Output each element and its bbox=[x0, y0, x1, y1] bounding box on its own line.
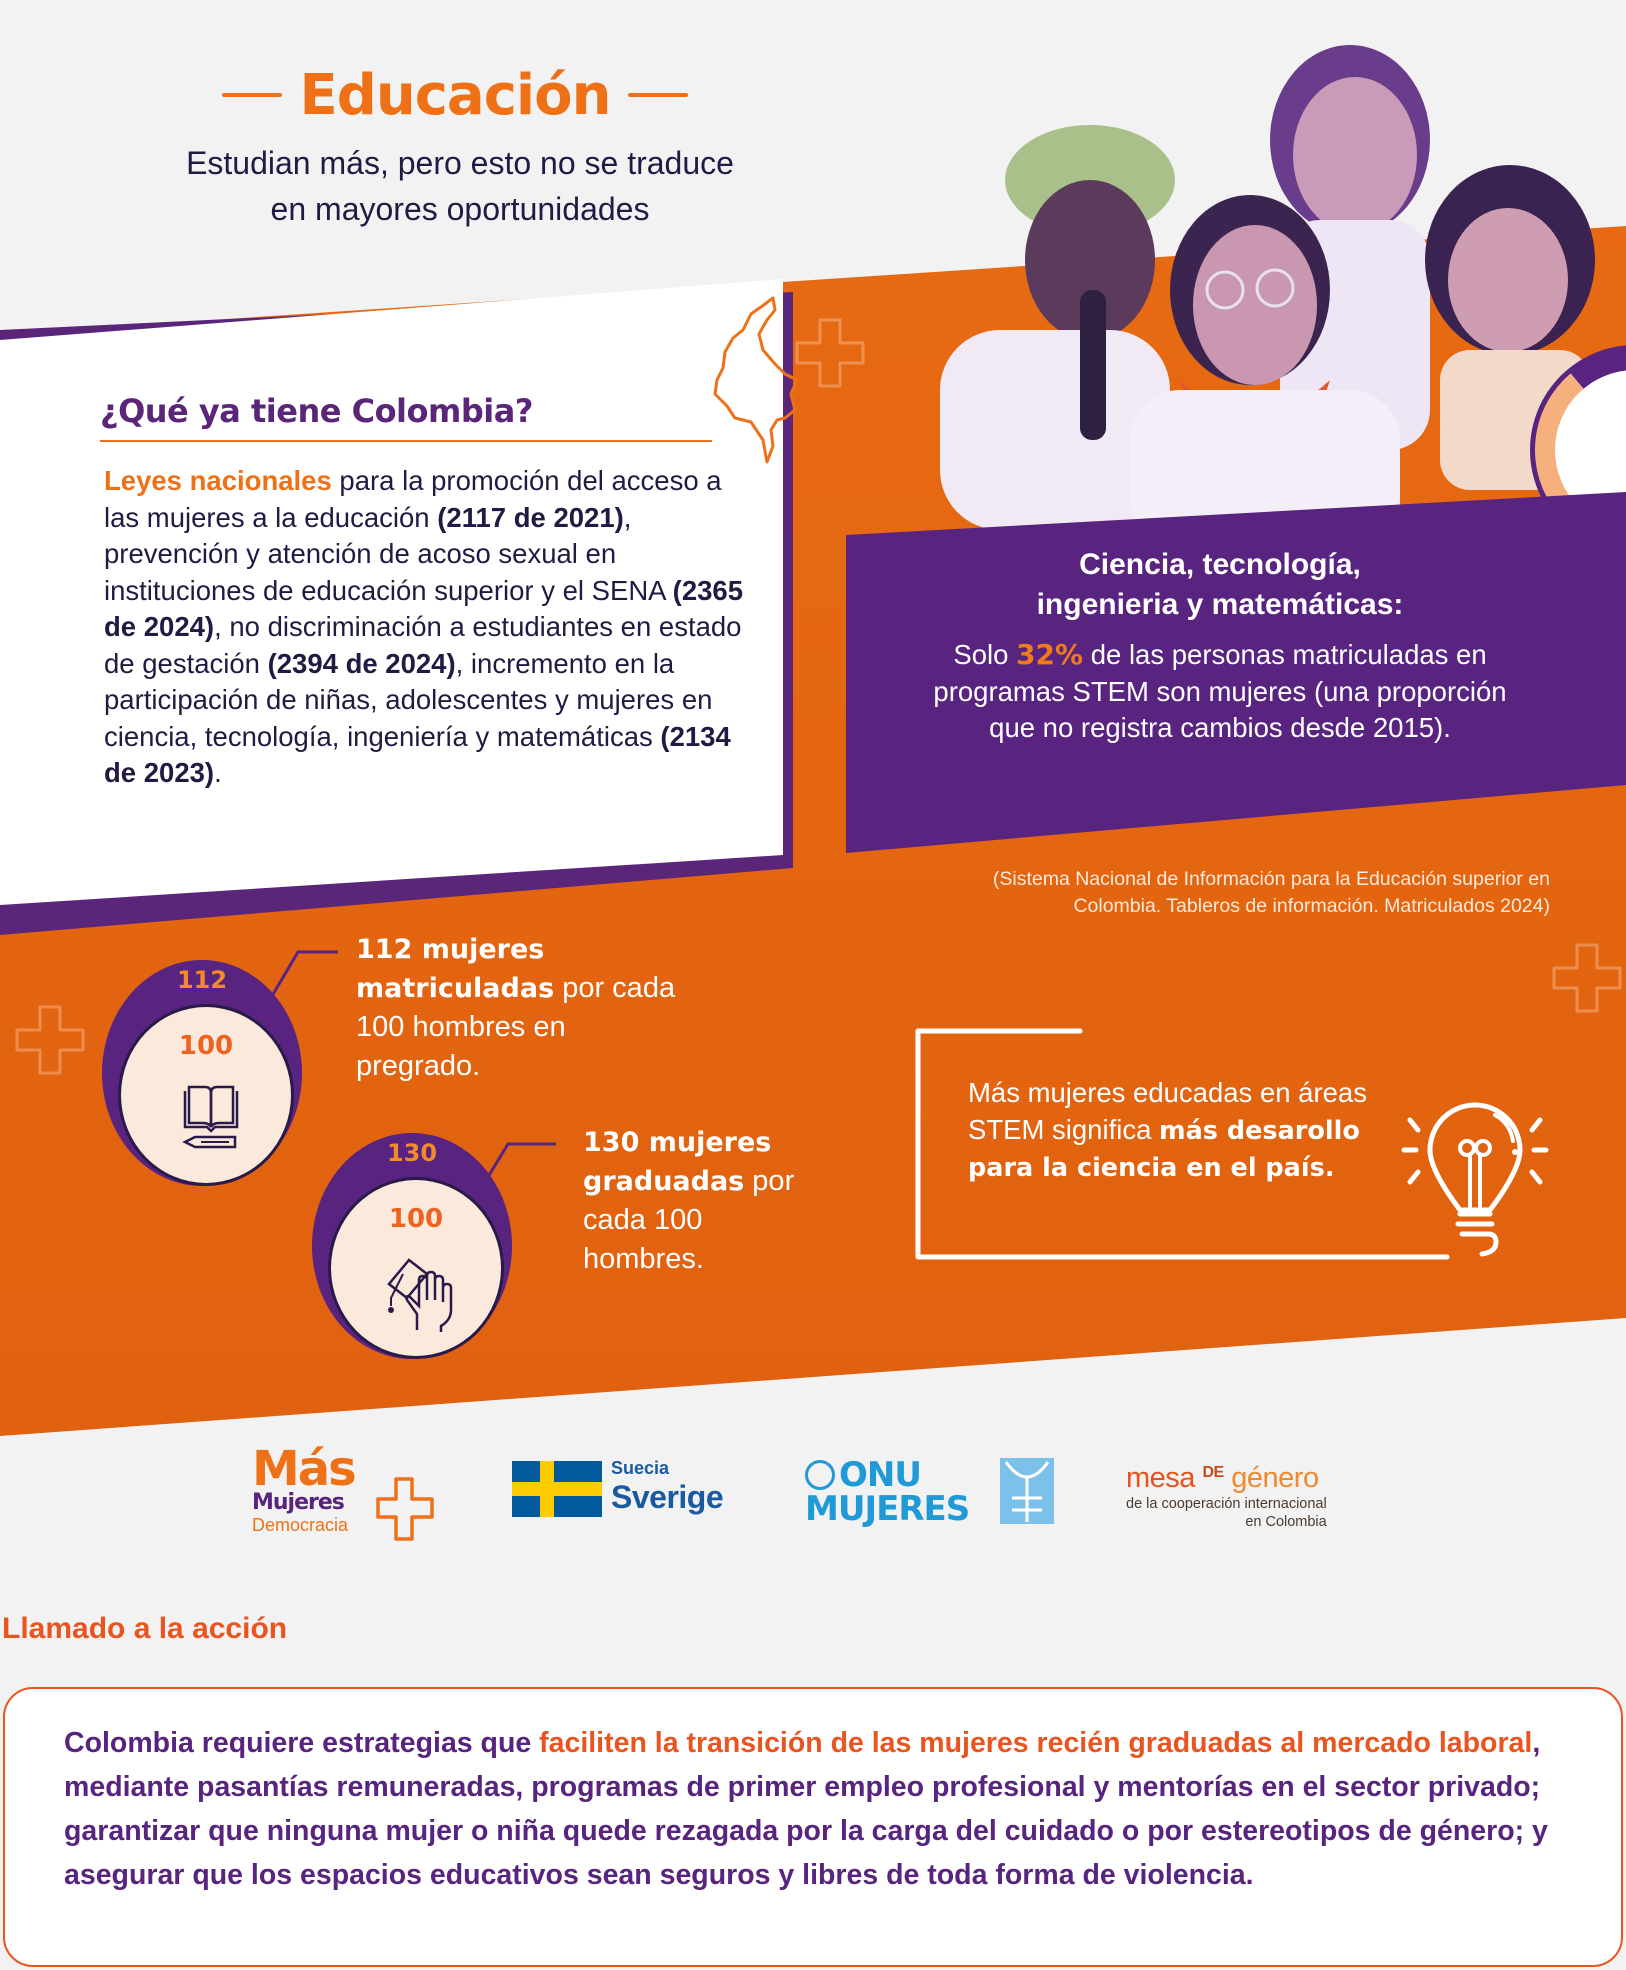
stem-title-line-2: ingenieria y matemáticas: bbox=[1036, 588, 1404, 621]
stat-men-value: 100 bbox=[388, 1204, 444, 1234]
logo-sverige-small: Suecia bbox=[611, 1458, 670, 1478]
bulb-text-bold: más desarollo para la ciencia en el país. bbox=[968, 1115, 1360, 1183]
women-photo-collage bbox=[880, 30, 1600, 550]
plus-outline-icon bbox=[15, 1005, 85, 1075]
section-title bbox=[185, 60, 725, 130]
logo-sverige-big: Sverige bbox=[611, 1479, 724, 1515]
laws-text: , no discriminación a estudiantes en estado de gestación bbox=[104, 611, 742, 679]
cta-highlight: faciliten la transición de las mujeres recién graduadas al mercado laboral bbox=[539, 1727, 1533, 1759]
stem-source: (Sistema Nacional de Información para la Educación superior en Colombia. Tableros de información. Matriculados 2024) bbox=[992, 868, 1550, 917]
plus-outline-icon bbox=[1552, 943, 1622, 1013]
logo-onu-mujeres bbox=[805, 1455, 970, 1529]
photo-illustration bbox=[880, 30, 1600, 550]
stat-text-graduated bbox=[583, 1123, 823, 1279]
logo-mas-line2: Mujeres bbox=[252, 1490, 344, 1515]
laws-text: . bbox=[214, 757, 222, 788]
stat-rest: por cada 100 hombres. bbox=[583, 1165, 795, 1275]
logo-mesa-de-genero bbox=[1126, 1462, 1327, 1531]
book-pencil-icon bbox=[181, 1085, 241, 1151]
logo-mesa-de: DE bbox=[1202, 1464, 1224, 1481]
title-dash-right bbox=[628, 93, 688, 97]
stat-bold: 112 mujeres matriculadas bbox=[356, 934, 555, 1004]
subtitle-line-1: Estudian más, pero esto no se traduce bbox=[186, 145, 734, 181]
logo-mesa-word: mesa bbox=[1126, 1462, 1195, 1494]
bulb-text-normal: Más mujeres educadas en áreas STEM significa bbox=[968, 1077, 1367, 1145]
law-2134: (2134 de 2023) bbox=[104, 720, 731, 788]
stat-inner bbox=[328, 1177, 504, 1359]
graduation-cap-hand-icon bbox=[383, 1254, 455, 1332]
un-emblem-icon bbox=[805, 1460, 835, 1490]
stem-title-line-1: Ciencia, tecnología, bbox=[1079, 548, 1361, 581]
leader-line bbox=[478, 1140, 558, 1192]
logo-onu-line1: ONU bbox=[839, 1455, 921, 1495]
law-2365: (2365 de 2024) bbox=[104, 574, 743, 642]
plus-logo-icon bbox=[376, 1477, 436, 1543]
stat-women-value: 112 bbox=[176, 966, 228, 994]
stem-title bbox=[880, 545, 1560, 625]
plus-outline-icon bbox=[795, 318, 865, 388]
stem-percent: 32% bbox=[1016, 638, 1084, 671]
cta-text-1: Colombia requiere estrategias que bbox=[64, 1727, 540, 1759]
logo-mesa-sub1: de la cooperación internacional bbox=[1126, 1496, 1327, 1512]
laws-card-heading: ¿Qué ya tiene Colombia? bbox=[100, 392, 533, 430]
bulb-text bbox=[968, 1075, 1368, 1187]
cta-text-2: , mediante pasantías remuneradas, programas de primer empleo profesional y mentorías en el sector privado; garantizar que ninguna mujer o niña quede rezagada por la carga del cuidado o por estereotipos de género; y asegurar que los espacios educativos sean seguros y libres de toda forma de violencia. bbox=[64, 1727, 1548, 1891]
sweden-flag-icon bbox=[512, 1461, 602, 1517]
stat-inner bbox=[118, 1004, 294, 1186]
logo-mas-mujeres-democracia bbox=[252, 1441, 355, 1535]
law-2394: (2394 de 2024) bbox=[267, 647, 456, 679]
title-text: Educación bbox=[299, 62, 611, 128]
laws-lead: Leyes nacionales bbox=[104, 465, 332, 496]
logo-mesa-genero: género bbox=[1231, 1462, 1319, 1494]
cta-label: Llamado a la acción bbox=[2, 1612, 288, 1645]
lightbulb-icon bbox=[1400, 1090, 1570, 1262]
leader-line bbox=[270, 948, 340, 998]
stem-body bbox=[880, 637, 1560, 747]
laws-text: para la promoción del acceso a las mujeres a la educación bbox=[104, 465, 722, 533]
laws-text: , incremento en la participación de niñas, adolescentes y mujeres en ciencia, tecnología, ingeniería y matemáticas bbox=[104, 647, 713, 752]
laws-text: , prevención y atención de acoso sexual en instituciones de educación superior y el SENA bbox=[104, 501, 673, 606]
laws-card-body bbox=[104, 463, 754, 792]
stat-bold: 130 mujeres graduadas bbox=[583, 1127, 772, 1197]
onu-mujeres-symbol-icon bbox=[1000, 1458, 1054, 1524]
logo-mas-line3: Democracia bbox=[252, 1515, 349, 1535]
logo-onu-line2: MUJERES bbox=[805, 1489, 970, 1529]
subtitle-line-2: en mayores oportunidades bbox=[270, 191, 650, 227]
stat-text-enrolled bbox=[356, 930, 696, 1086]
stat-women-value: 130 bbox=[386, 1139, 438, 1167]
stem-pre: Solo bbox=[953, 639, 1017, 670]
logo-mesa-sub2: en Colombia bbox=[1245, 1514, 1327, 1530]
heading-underline bbox=[100, 440, 712, 442]
colombia-map-icon bbox=[655, 290, 805, 470]
stem-post: de las personas matriculadas en programas STEM son mujeres (una proporción que no registra cambios desde 2015). bbox=[933, 639, 1507, 743]
logo-sverige bbox=[611, 1458, 723, 1516]
stat-men-value: 100 bbox=[178, 1031, 234, 1061]
subtitle bbox=[120, 140, 800, 232]
stat-rest: por cada 100 hombres en pregrado. bbox=[356, 972, 676, 1082]
logo-mas-line1: Más bbox=[252, 1441, 355, 1497]
law-2117: (2117 de 2021) bbox=[437, 501, 624, 533]
cta-text bbox=[64, 1721, 1584, 1897]
title-dash-left bbox=[222, 93, 282, 97]
